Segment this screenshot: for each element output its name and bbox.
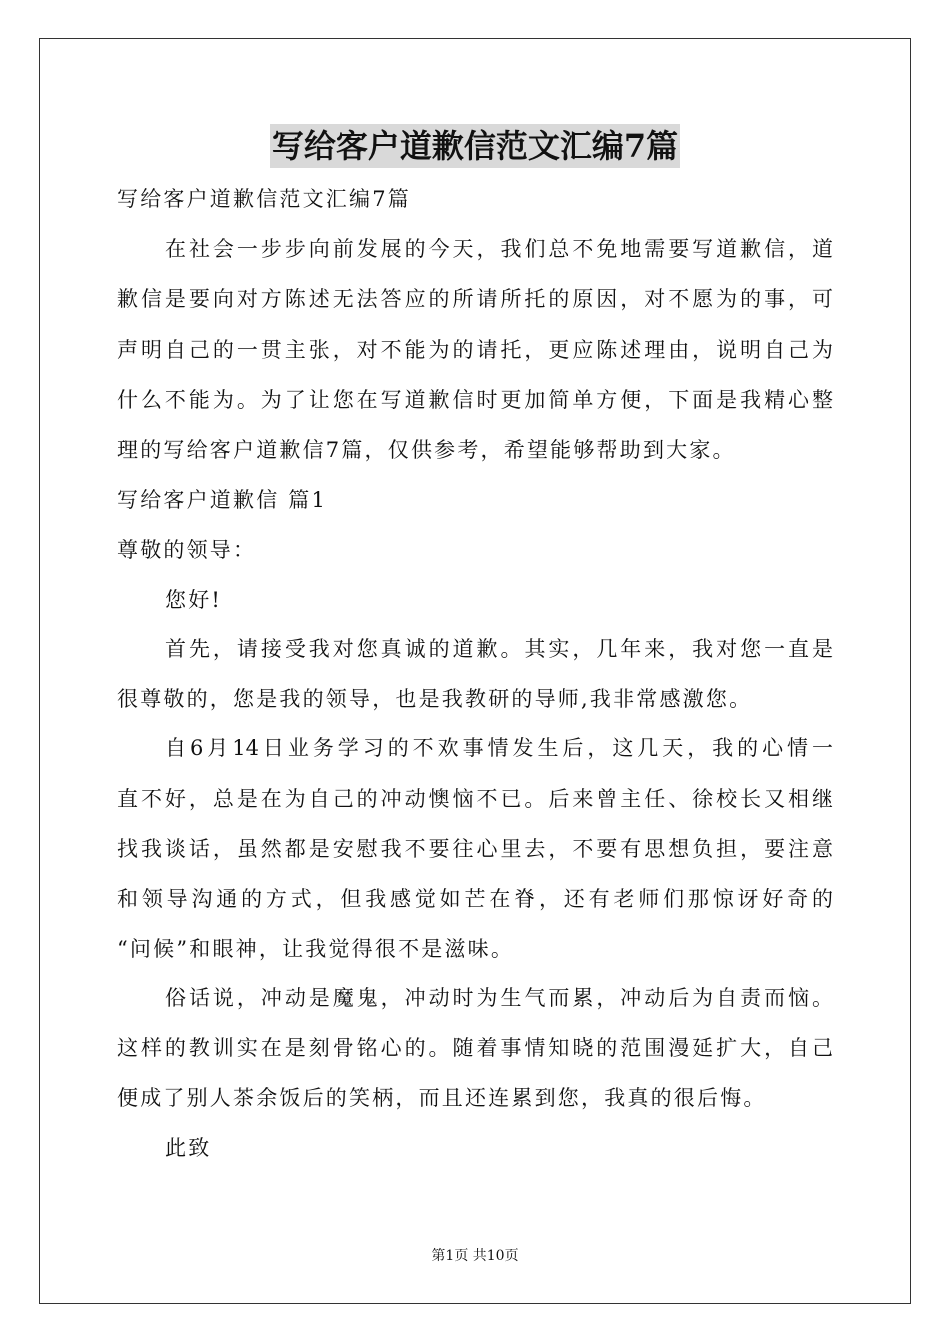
body-line: “问候”和眼神，让我觉得很不是滋味。 (117, 937, 515, 961)
section-heading: 写给客户道歉信 篇1 (117, 488, 328, 512)
intro-line: 理的写给客户道歉信7篇，仅供参考，希望能够帮助到大家。 (117, 438, 736, 462)
intro-line: 在社会一步步向前发展的今天，我们总不免地需要写道歉信，道 (165, 237, 833, 261)
body-line: 和领导沟通的方式，但我感觉如芒在脊，还有老师们那惊讶好奇的 (117, 887, 833, 911)
greeting: 您好! (165, 588, 223, 612)
body-line: 很尊敬的，您是我的领导，也是我教研的导师,我非常感激您。 (117, 687, 753, 711)
page-border (39, 38, 911, 1304)
body-line: 便成了别人茶余饭后的笑柄，而且还连累到您，我真的很后悔。 (117, 1086, 767, 1110)
title-block (0, 124, 950, 168)
closing: 此致 (165, 1136, 212, 1160)
document-title: 写给客户道歉信范文汇编7篇 (270, 124, 680, 168)
body-line: 首先，请接受我对您真诚的道歉。其实，几年来，我对您一直是 (165, 637, 833, 661)
body-line: 自6月14日业务学习的不欢事情发生后，这几天，我的心情一 (165, 736, 833, 760)
salutation: 尊敬的领导： (117, 538, 257, 562)
body-line: 直不好，总是在为自己的冲动懊恼不已。后来曾主任、徐校长又相继 (117, 787, 833, 811)
intro-line: 什么不能为。为了让您在写道歉信时更加简单方便，下面是我精心整 (117, 388, 833, 412)
intro-line: 声明自己的一贯主张，对不能为的请托，更应陈述理由，说明自己为 (117, 338, 833, 362)
page-footer: 第1页 共10页 (431, 1248, 519, 1264)
intro-line: 歉信是要向对方陈述无法答应的所请所托的原因，对不愿为的事，可 (117, 287, 833, 311)
subtitle-line: 写给客户道歉信范文汇编7篇 (117, 187, 411, 211)
body-line: 找我谈话，虽然都是安慰我不要往心里去，不要有思想负担，要注意 (117, 837, 833, 861)
body-line: 这样的教训实在是刻骨铭心的。随着事情知晓的范围漫延扩大，自己 (117, 1036, 833, 1060)
body-line: 俗话说，冲动是魔鬼，冲动时为生气而累，冲动后为自责而恼。 (165, 986, 833, 1010)
